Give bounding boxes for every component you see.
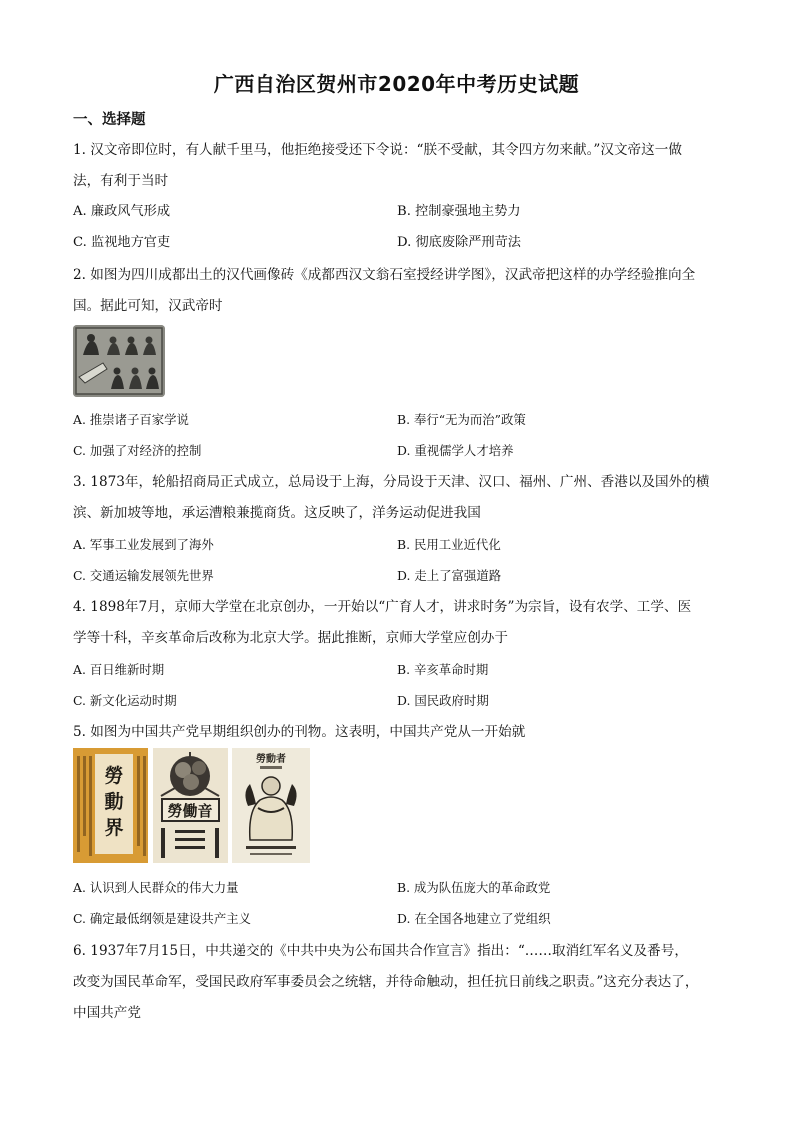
journal-title-1: 勞 bbox=[104, 765, 124, 787]
question-6-line-3: 中国共产党 bbox=[73, 1005, 141, 1021]
question-4-option-c: C. 新文化运动时期 bbox=[73, 693, 177, 708]
question-3-option-b: B. 民用工业近代化 bbox=[397, 537, 501, 552]
question-1-option-b: B. 控制豪强地主势力 bbox=[397, 204, 521, 219]
question-1-option-a: A. 廉政风气形成 bbox=[73, 204, 171, 219]
journal-title-laodongzhe: 勞動者 bbox=[256, 754, 286, 765]
question-6-line-1: 6. 1937年7月15日，中共递交的《中共中央为公布国共合作宣言》指出：“……取消红军名义及番号， bbox=[73, 943, 688, 959]
journal-title-2: 動 bbox=[104, 791, 124, 813]
question-5-line-1: 5. 如图为中国共产党早期组织创办的刊物。这表明，中国共产党从一开始就 bbox=[73, 724, 526, 740]
question-3-line-1: 3. 1873年，轮船招商局正式成立，总局设于上海，分局设于天津、汉口、福州、广州、香港以及国外的横 bbox=[73, 474, 710, 490]
question-2-option-c: C. 加强了对经济的控制 bbox=[73, 443, 202, 458]
question-5-option-a: A. 认识到人民群众的伟大力量 bbox=[73, 880, 239, 895]
journal-cover-laodongzhe bbox=[232, 748, 310, 863]
han-brick-image bbox=[73, 325, 165, 397]
question-1-option-d: D. 彻底废除严刑苛法 bbox=[397, 235, 521, 250]
question-6-line-2: 改变为国民革命军，受国民政府军事委员会之统辖，并待命触动，担任抗日前线之职责。”这充分表达了， bbox=[73, 974, 699, 990]
question-3-line-2: 滨、新加坡等地，承运漕粮兼揽商货。这反映了，洋务运动促进我国 bbox=[73, 505, 481, 521]
question-4-line-2: 学等十科，辛亥革命后改称为北京大学。据此推断，京师大学堂应创办于 bbox=[73, 630, 508, 646]
question-4-option-a: A. 百日维新时期 bbox=[73, 662, 165, 677]
question-1-option-c: C. 监视地方官吏 bbox=[73, 235, 171, 250]
question-4-option-b: B. 辛亥革命时期 bbox=[397, 662, 489, 677]
page-title: 广西自治区贺州市2020年中考历史试题 bbox=[213, 72, 580, 96]
question-5-option-b: B. 成为队伍庞大的革命政党 bbox=[397, 880, 551, 895]
section-heading: 一、选择题 bbox=[73, 112, 146, 128]
question-4-line-1: 4. 1898年7月，京师大学堂在北京创办，一开始以“广育人才，讲求时务”为宗旨，设有农学、工学、医 bbox=[73, 599, 692, 615]
journal-title-3: 界 bbox=[104, 817, 124, 839]
question-3-option-a: A. 军事工业发展到了海外 bbox=[73, 537, 214, 552]
journal-title-laodongyin: 勞働音 bbox=[167, 802, 213, 820]
question-1-line-2: 法，有利于当时 bbox=[73, 173, 169, 189]
journal-cover-laodongjie bbox=[73, 748, 148, 863]
question-2-line-1: 2. 如图为四川成都出土的汉代画像砖《成都西汉文翁石室授经讲学图》，汉武帝把这样的办学经验推向全 bbox=[73, 267, 696, 283]
question-5-option-d: D. 在全国各地建立了党组织 bbox=[397, 911, 551, 926]
question-2-option-b: B. 奉行“无为而治”政策 bbox=[397, 412, 526, 427]
question-5-option-c: C. 确定最低纲领是建设共产主义 bbox=[73, 911, 251, 926]
question-3-option-d: D. 走上了富强道路 bbox=[397, 568, 502, 583]
question-2-option-d: D. 重视儒学人才培养 bbox=[397, 443, 514, 458]
question-4-option-d: D. 国民政府时期 bbox=[397, 693, 489, 708]
question-3-option-c: C. 交通运输发展领先世界 bbox=[73, 568, 214, 583]
question-2-option-a: A. 推崇诸子百家学说 bbox=[73, 412, 189, 427]
question-1-line-1: 1. 汉文帝即位时，有人献千里马，他拒绝接受还下令说：“朕不受献，其令四方勿来献。”汉文帝这一做 bbox=[73, 142, 682, 158]
journal-cover-laodongyin bbox=[153, 748, 228, 863]
question-2-line-2: 国。据此可知，汉武帝时 bbox=[73, 298, 223, 314]
